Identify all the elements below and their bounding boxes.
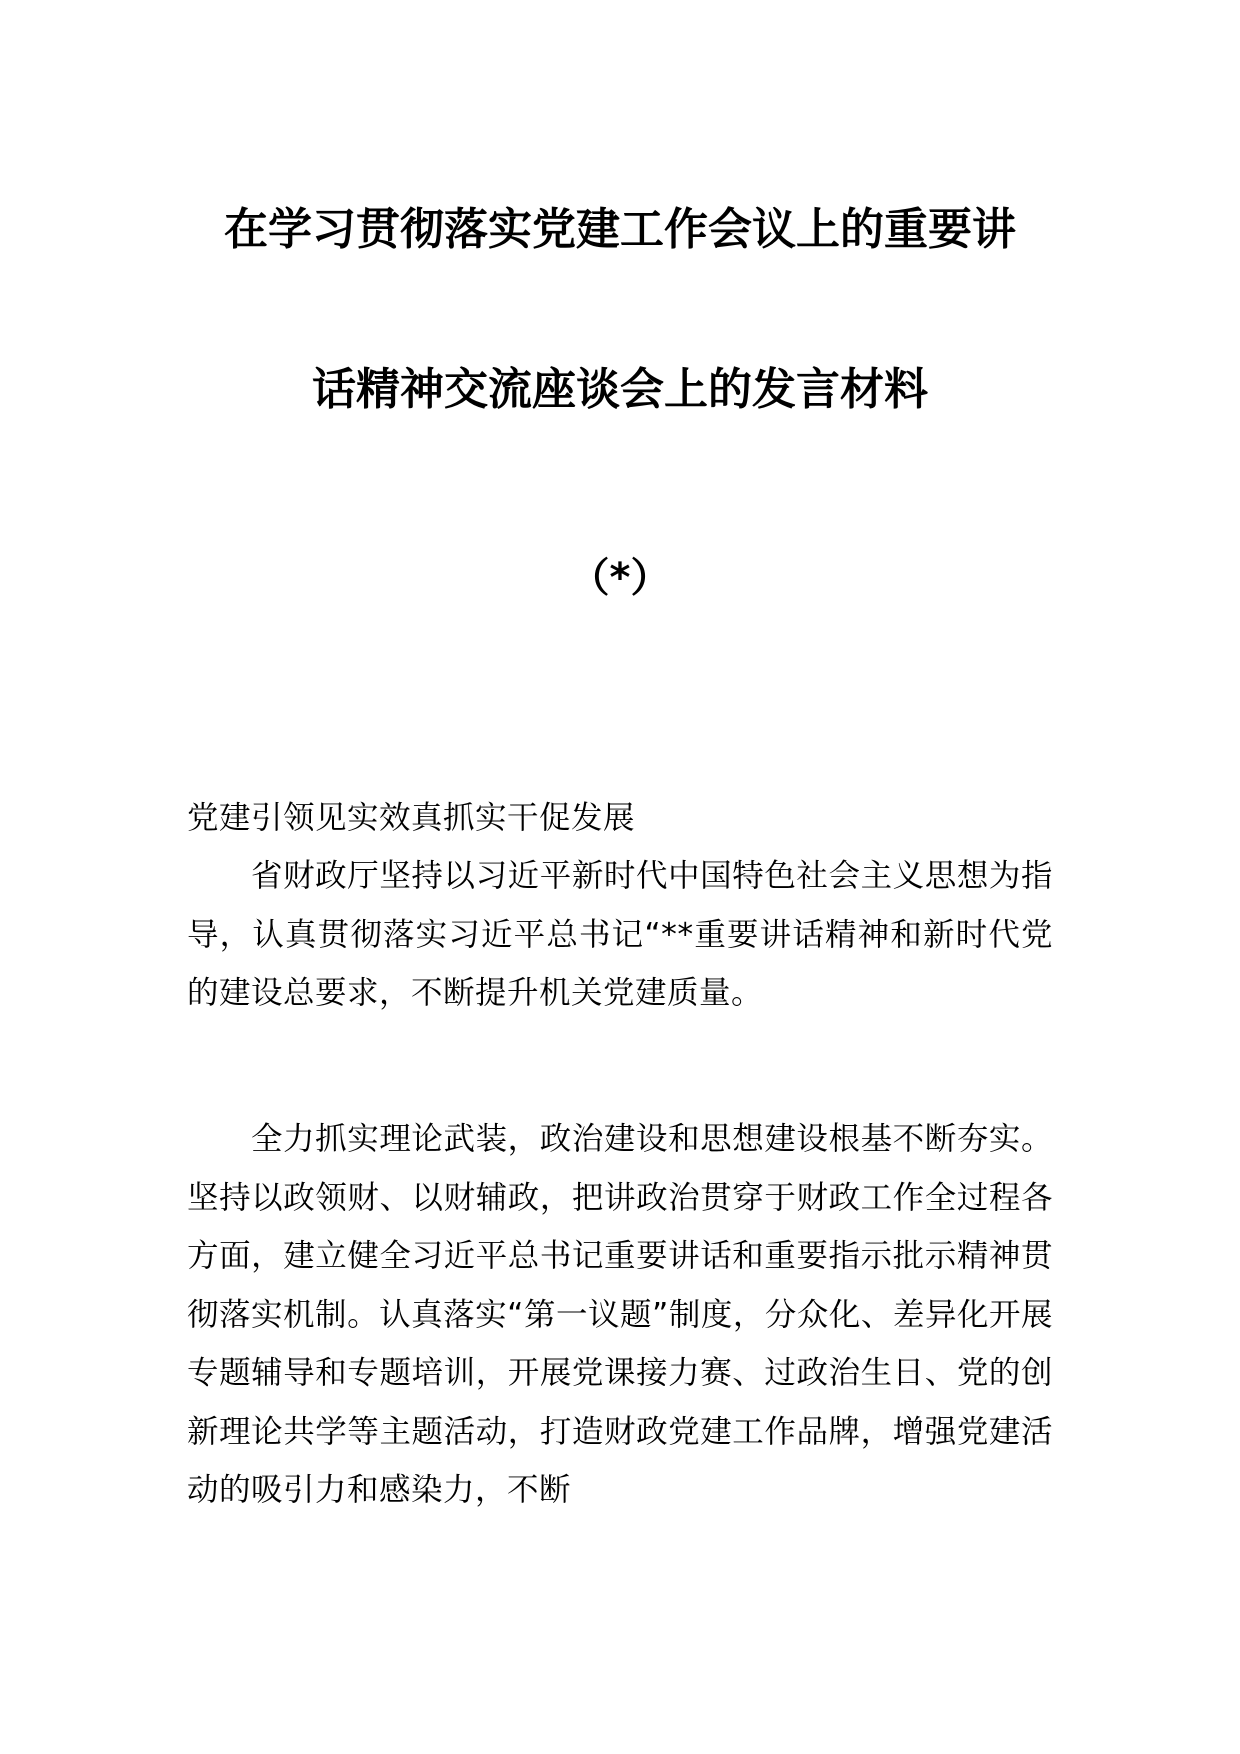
document-title-line-1: 在学习贯彻落实党建工作会议上的重要讲 <box>224 204 1016 255</box>
document-title-line-2: 话精神交流座谈会上的发言材料 <box>312 364 928 415</box>
document-subtitle: （*） <box>569 555 671 601</box>
paragraph-2: 全力抓实理论武装，政治建设和思想建设根基不断夯实。坚持以政领财、以财辅政，把讲政治贯穿于财政工作全过程各方面，建立健全习近平总书记重要讲话和重要指示批示精神贯彻落实机制。认真落实“第一议题”制度，分众化、差异化开展专题辅导和专题培训，开展党课接力赛、过政治生日、党的创新理论共学等主题活动，打造财政党建工作品牌，增强党建活动的吸引力和感染力，不断 <box>187 1121 1053 1508</box>
paragraph-1: 省财政厅坚持以习近平新时代中国特色社会主义思想为指导，认真贯彻落实习近平总书记“**重要讲话精神和新时代党的建设总要求，不断提升机关党建质量。 <box>187 858 1053 1011</box>
section-heading: 党建引领见实效真抓实干促发展 <box>187 800 636 836</box>
